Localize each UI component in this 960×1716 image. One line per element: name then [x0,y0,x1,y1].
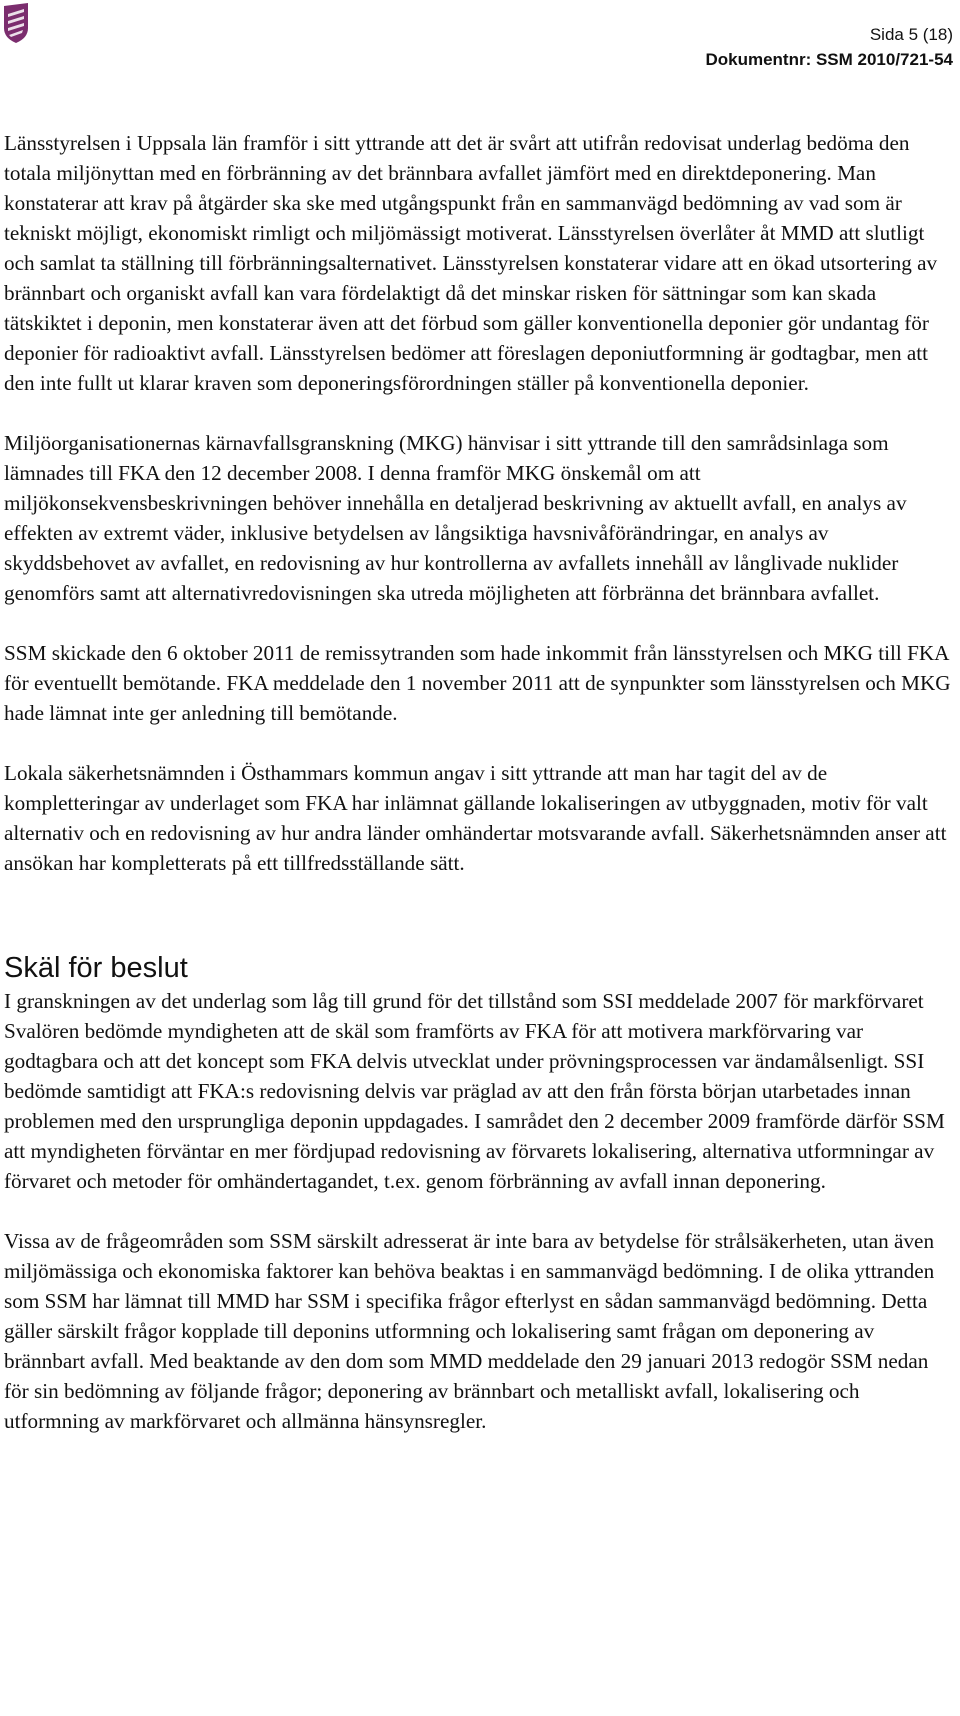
paragraph-granskningen: I granskningen av det underlag som låg till grund för det tillstånd som SSI meddelade 2007 för markförvaret Svalören bedömde myndigheten att de skäl som framförts av FKA för att motivera markförvaring var godtagbara och att det koncept som FKA delvis utvecklat under prövningsprocessen var ändamålsenligt. SSI bedömde samtidigt att FKA:s redovisning delvis var präglad av att den från första början utarbetades innan problemen med den ursprungliga deponin uppdagades. I samrådet den 2 december 2009 framförde därför SSM att myndigheten förväntar en mer fördjupad redovisning av förvarets lokalisering, alternativa utformningar av förvaret och metoder för omhändertagandet, t.ex. genom förbränning av avfall innan deponering. [4,989,945,1193]
paragraph-lansstyrelsen: Länsstyrelsen i Uppsala län framför i sitt yttrande att det är svårt att utifrån redovisat underlag bedöma den totala miljönyttan med en förbränning av det brännbara avfallet jämfört med en direktdeponering. Man konstaterar att krav på åtgärder ska ske med utgångspunkt från en sammanvägd bedömning av vad som är tekniskt möjligt, ekonomiskt rimligt och miljömässigt motiverat. Länsstyrelsen överlåter åt MMD att slutligt och samlat ta ställning till förbränningsalternativet. Länsstyrelsen konstaterar vidare att en ökad utsortering av brännbart och organiskt avfall kan vara fördelaktigt då det minskar risken för sättningar som kan skada tätskiktet i deponin, men konstaterar även att det förbud som gäller konventionella deponier gör undantag för deponier för radioaktivt avfall. Länsstyrelsen bedömer att föreslagen deponiutformning är godtagbar, men att den inte fullt ut klarar kraven som deponeringsförordningen ställer på konventionella deponier. [4,131,938,395]
document-body [4,128,954,1436]
document-number: Dokumentnr: SSM 2010/721-54 [705,50,953,69]
section-heading: Skäl för beslut [4,952,188,984]
page-number: Sida 5 (18) [869,25,953,44]
authority-logo [3,2,29,44]
paragraph-mkg: Miljöorganisationernas kärnavfallsgranskning (MKG) hänvisar i sitt yttrande till den samrådsinlaga som lämnades till FKA den 12 december 2008. I denna framför MKG önskemål om att miljökonsekvensbeskrivningen behöver innehålla en detaljerad beskrivning av aktuellt avfall, en analys av effekten av extremt väder, inklusive betydelsen av långsiktiga havsnivåförändringar, en analys av skyddsbehovet av avfallet, en redovisning av hur kontrollerna av avfallets innehåll av långlivade nuklider genomförs samt att alternativredovisningen ska utreda möjligheten att förbränna det brännbara avfallet. [4,431,907,605]
paragraph-ssm-remiss: SSM skickade den 6 oktober 2011 de remissytranden som hade inkommit från länsstyrelsen och MKG till FKA för eventuellt bemötande. FKA meddelade den 1 november 2011 att de synpunkter som länsstyrelsen och MKG hade lämnat inte ger anledning till bemötande. [4,641,951,725]
document-header [705,22,953,72]
logo-shield-shape [4,3,28,43]
paragraph-sakerhetsnamnden: Lokala säkerhetsnämnden i Östhammars kommun angav i sitt yttrande att man har tagit del av de kompletteringar av underlaget som FKA har inlämnat gällande lokaliseringen av utbyggnaden, motiv för valt alternativ och en redovisning av hur andra länder omhändertar motsvarande avfall. Säkerhetsnämnden anser att ansökan har kompletterats på ett tillfredsställande sätt. [4,761,947,875]
paragraph-fragaomraden: Vissa av de frågeområden som SSM särskilt adresserat är inte bara av betydelse för strålsäkerheten, utan även miljömässiga och ekonomiska faktorer kan behöva beaktas i en sammanvägd bedömning. I de olika yttranden som SSM har lämnat till MMD har SSM i specifika frågor efterlyst en sådan sammanvägd bedömning. Detta gäller särskilt frågor kopplade till deponins utformning och lokalisering samt frågan om deponering av brännbart avfall. Med beaktande av den dom som MMD meddelade den 29 januari 2013 redogör SSM nedan för sin bedömning av följande frågor; deponering av brännbart och metalliskt avfall, lokalisering och utformning av markförvaret och allmänna hänsynsregler. [4,1229,935,1433]
